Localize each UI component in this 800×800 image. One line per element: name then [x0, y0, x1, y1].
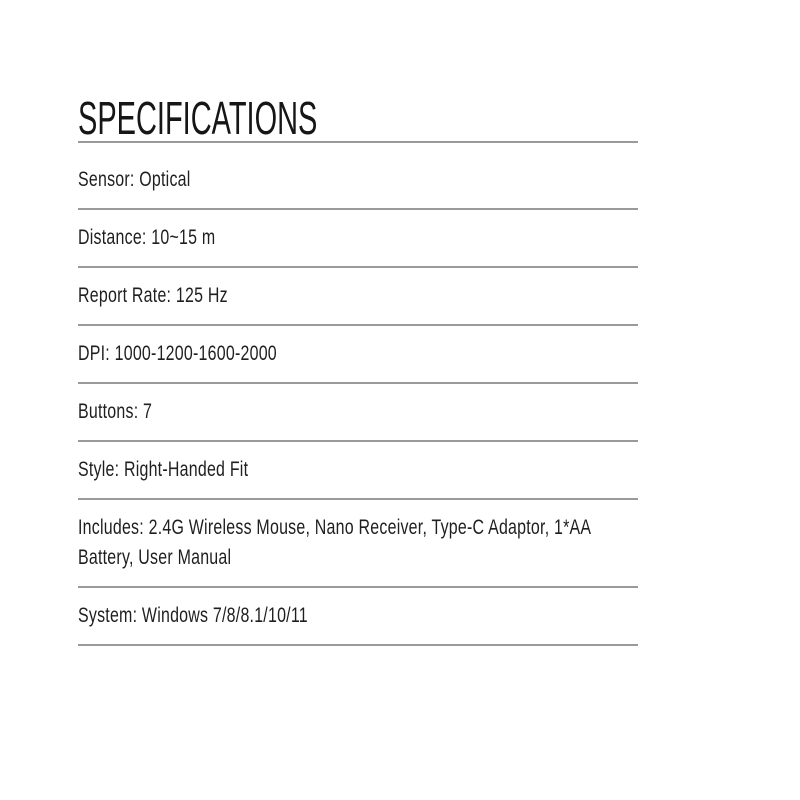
page-title — [78, 92, 638, 144]
spec-row-system — [78, 588, 638, 646]
spec-sheet — [78, 0, 638, 646]
spec-row-distance — [78, 210, 638, 268]
spec-text-report-rate: Report Rate: 125 Hz — [78, 284, 228, 307]
spec-text-sensor: Sensor: Optical — [78, 168, 191, 191]
page-title-text: SPECIFICATIONS — [78, 92, 318, 144]
spec-row-sensor — [78, 152, 638, 210]
spec-row-includes — [78, 500, 638, 588]
spec-text-distance: Distance: 10~15 m — [78, 226, 216, 249]
spec-text-style: Style: Right-Handed Fit — [78, 458, 249, 481]
spec-text-system: System: Windows 7/8/8.1/10/11 — [78, 604, 308, 627]
spec-text-buttons: Buttons: 7 — [78, 400, 153, 423]
spec-text-includes-line1: Includes: 2.4G Wireless Mouse, Nano Receiver, Type-C Adaptor, 1*AA — [78, 516, 592, 539]
spec-row-buttons — [78, 384, 638, 442]
spec-row-report-rate — [78, 268, 638, 326]
spec-row-dpi — [78, 326, 638, 384]
spec-row-style — [78, 442, 638, 500]
spec-text-dpi: DPI: 1000-1200-1600-2000 — [78, 342, 277, 365]
spec-text-includes-line2: Battery, User Manual — [78, 546, 232, 569]
